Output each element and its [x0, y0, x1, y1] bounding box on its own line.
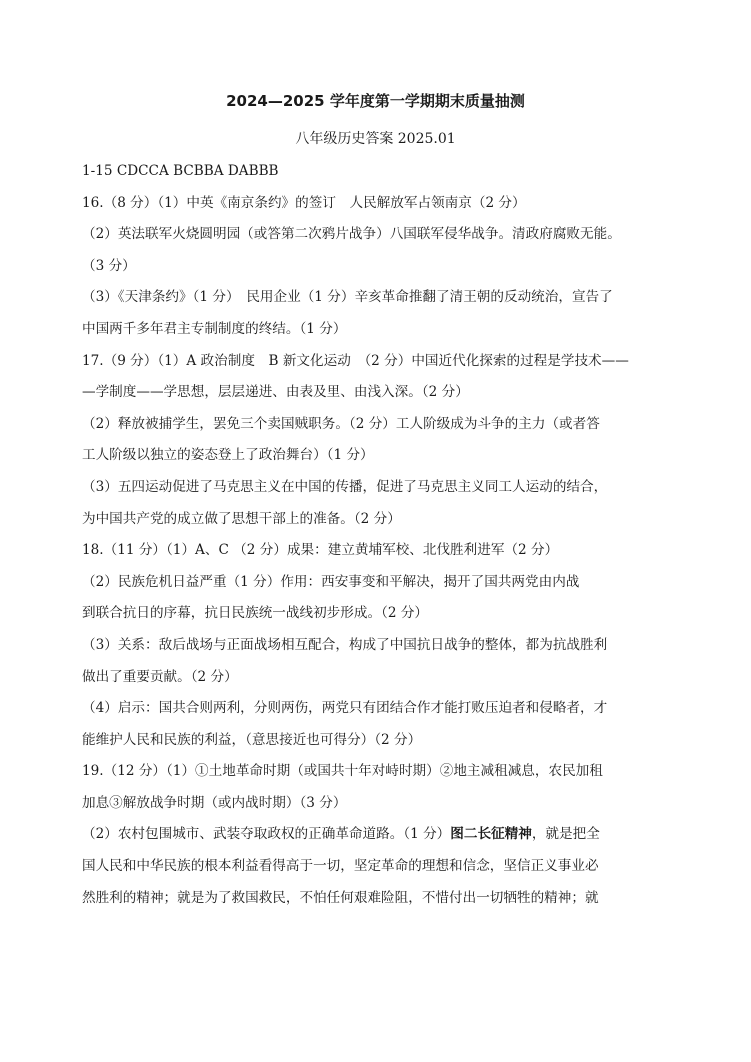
answer-line-q18-2: （2）民族危机日益严重（1 分）作用：西安事变和平解决，揭开了国共两党由内战: [82, 573, 580, 590]
q19-2-bold-text: 图二长征精神: [450, 826, 532, 843]
answer-line-q19-2: [82, 819, 672, 851]
answer-line-q17-2: （2）释放被捕学生，罢免三个卖国贼职务。（2 分）工人阶级成为斗争的主力（或者答: [82, 415, 600, 432]
answer-line-q16-2b: （3 分）: [82, 257, 136, 274]
answer-line-q17-3: （3）五四运动促进了马克思主义在中国的传播，促进了马克思主义同工人运动的结合，: [82, 478, 608, 495]
answer-line-q19-1: 19.（12 分）（1）①土地革命时期（或国共十年对峙时期）②地主减租减息，农民加租: [82, 763, 603, 780]
answer-line-q16-3: （3）《天津条约》（1 分） 民用企业（1 分）辛亥革命推翻了清王朝的反动统治，宣告了: [82, 289, 613, 306]
q19-2-text: （2）农村包围城市、武装夺取政权的正确革命道路。（1 分）: [82, 826, 451, 843]
answer-line-q19-2b: 国人民和中华民族的根本利益看得高于一切，坚定革命的理想和信念，坚信正义事业必: [82, 858, 599, 875]
answer-line-q19-2c: 然胜利的精神；就是为了救国救民，不怕任何艰难险阻，不惜付出一切牺牲的精神；就: [82, 889, 599, 906]
answer-line-q18-4: （4）启示：国共合则两利，分则两伤，两党只有团结合作才能打败压迫者和侵略者，才: [82, 700, 608, 717]
answer-line-q16-3b: 中国两千多年君主专制制度的终结。（1 分）: [82, 320, 347, 337]
answer-line-q18-4b: 能维护人民和民族的利益，（意思接近也可得分）（2 分）: [82, 731, 422, 748]
q19-2-text-end: ，就是把全: [531, 826, 600, 843]
answer-line-q18-1: 18.（11 分）（1）A、C （2 分）成果：建立黄埔军校、北伐胜利进军（2 分）: [82, 542, 559, 559]
answer-line-q16-2: （2）英法联军火烧圆明园（或答第二次鸦片战争）八国联军侵华战争。清政府腐败无能。: [82, 226, 621, 243]
answer-line-q17-3b: 为中国共产党的成立做了思想干部上的准备。（2 分）: [82, 510, 401, 527]
answer-body: [82, 156, 672, 914]
answer-line-q17-1: 17.（9 分）（1）A 政治制度 B 新文化运动 （2 分）中国近代化探索的过程是学技术——: [82, 352, 629, 369]
answer-line-mc: 1-15 CDCCA BCBBA DABBB: [82, 163, 279, 179]
answer-line-q19-1b: 加息③解放战争时期（或内战时期）（3 分）: [82, 794, 347, 811]
page-title: 2024—2025 学年度第一学期期末质量抽测: [226, 92, 525, 110]
answer-line-q18-3b: 做出了重要贡献。（2 分）: [82, 668, 238, 685]
answer-line-q18-2b: 到联合抗日的序幕，抗日民族统一战线初步形成。（2 分）: [82, 605, 429, 622]
answer-line-q16-1: 16.（8 分）（1）中英《南京条约》的签订 人民解放军占领南京（2 分）: [82, 194, 526, 211]
answer-line-q17-1b: —学制度——学思想，层层递进、由表及里、由浅入深。（2 分）: [82, 384, 469, 401]
answer-line-q18-3: （3）关系：敌后战场与正面战场相互配合，构成了中国抗日战争的整体，都为抗战胜利: [82, 636, 608, 653]
page-subtitle: 八年级历史答案 2025.01: [295, 131, 456, 147]
answer-line-q17-2b: 工人阶级以独立的姿态登上了政治舞台）（1 分）: [82, 447, 374, 464]
